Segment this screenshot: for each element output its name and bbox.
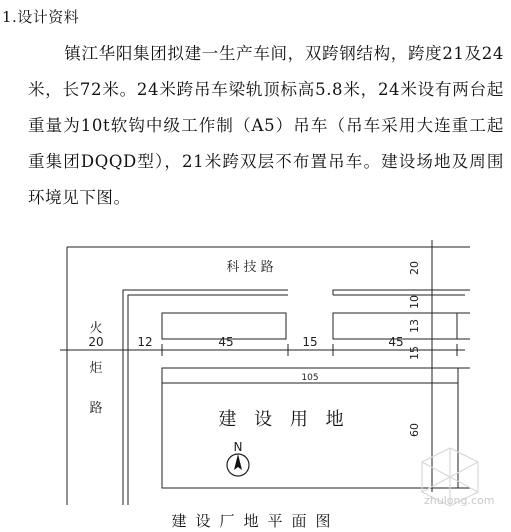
watermark-text: zhulong.com [424,494,495,507]
road-left-char-3: 路 [89,401,103,416]
site-label: 建 设 用 地 [218,409,350,430]
section-heading: 1.设计资料 [2,8,80,26]
road-inner-edge-right [333,290,465,295]
road-inner-edge-2 [128,295,288,505]
figure-caption: 建设厂地平面图 [171,512,340,530]
dim-setback-left: 12 [137,335,153,349]
dim-right-10: 10 [408,295,421,309]
dim-building-a: 45 [218,335,234,349]
road-left-char-1: 火 [89,321,103,336]
dim-building-b: 45 [388,335,404,349]
road-top-label: 科 技 路 [226,260,274,275]
dim-left-road-width: 20 [88,335,104,349]
north-label: N [233,440,243,454]
dim-site-width: 105 [301,373,319,383]
road-inner-edge-1 [123,290,288,505]
dim-gap: 15 [302,335,318,349]
road-left-char-2: 炬 [89,361,103,376]
design-brief-paragraph: 镇江华阳集团拟建一生产车间，双跨钢结构，跨度21及24米，长72米。24米跨吊车梁轨顶标高5.8米，24米设有两台起重量为10t软钩中级工作制（A5）吊车（吊车采用大连重工起重集团DQQD型），21米跨双层不布置吊车。建设场地及周围环境见下图。 [28,44,504,207]
north-arrow-icon [227,440,249,476]
dim-right-13: 13 [408,319,421,333]
dim-right-60: 60 [408,423,421,437]
dim-right-15: 15 [408,346,421,360]
dim-right-top: 20 [408,261,421,275]
